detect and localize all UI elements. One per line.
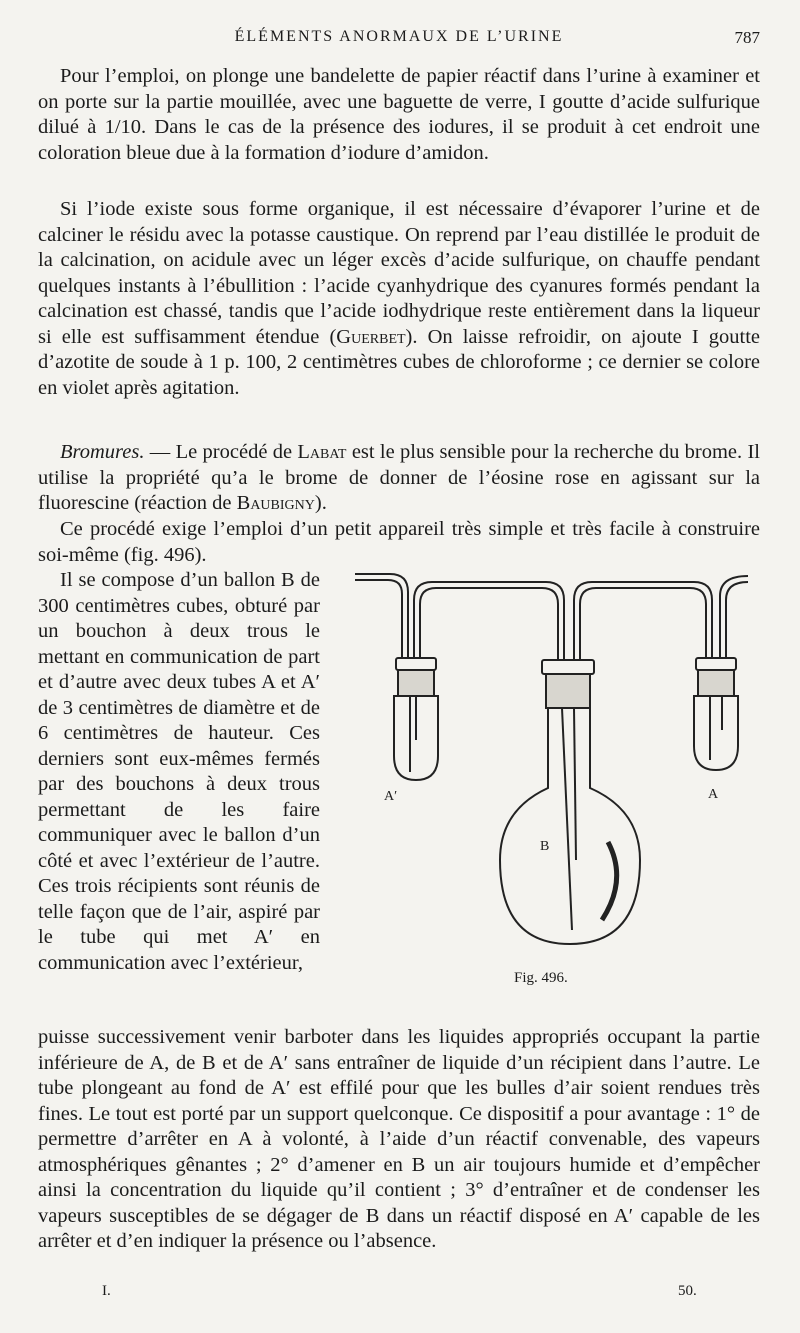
paragraph-text: Il se compose d’un ballon B de 300 centimètres cubes, obturé par un bouchon à deux trous le mettant en communication de part et d’autre avec deux tubes A et A′ de 3 centimètres de diamètre et de 6 centimètres de hauteur. Ces derniers sont eux-mêmes fermés par des bouchons à deux trous permettant de les faire communiquer avec le ballon d’un côté et avec l’extérieur de l’autre. Ces trois récipients sont réunis de telle façon que de l’air, aspiré par le tube qui met A′ en communication avec l’extérieur,	[38, 569, 320, 974]
paragraph-text: — Le procédé de	[144, 441, 298, 463]
paragraph-apparatus-description	[38, 568, 320, 976]
page-number: 787	[734, 28, 760, 47]
section-heading: Bromures.	[60, 441, 145, 463]
paragraph-text: puisse successivement venir barboter dans les liquides appropriés occupant la partie inférieure de A, de B et de A′ sans entraîner de liquide d’un récipient dans l’autre. Le tube plongeant au fond de A′ est effilé pour que les bulles d’air soient rendues très fines. Le tout est porté par un support quelconque. Ce dispositif a pour avantage : 1° de permettre d’arrêter en A à volonté, à l’aide d’un réactif convenable, des vapeurs atmosphériques gênantes ; 2° d’amener en B un air toujours humide et d’empêcher ainsi la concentration du liquide qu’il contient ; 3° d’entraîner et de condenser les vapeurs susceptibles de se dégager de B dans un réactif disposé en A′ capable de les arrêter et d’en indiquer la présence ou l’absence.	[38, 1026, 760, 1252]
label-b: B	[540, 839, 550, 854]
running-header	[38, 28, 760, 52]
author-name: Labat	[297, 441, 347, 463]
apparatus-illustration	[350, 560, 760, 990]
author-name: Baubigny	[236, 492, 315, 514]
label-a: A	[708, 787, 719, 802]
paragraph-text: Si l’iode existe sous forme organique, il est nécessaire d’évaporer l’urine et de calciner le résidu avec la potasse caustique. On reprend par l’eau distillée le produit de la calcination, on acidule avec un léger excès d’acide sulfurique, on chauffe pendant quelques instants à l’ébullition : l’acide cyanhydrique des cyanures formés pendant la calcination est chassé, tandis que l’acide iodhydrique reste entièrement dans la liqueur si elle est suffisamment étendue (	[38, 198, 760, 348]
signature-mark: I.	[102, 1283, 111, 1299]
figure-caption: Fig. 496.	[514, 970, 568, 986]
paragraph-apparatus-use	[38, 1025, 760, 1255]
paragraph-text: ). On laisse refroidir, on ajoute I goutte d’azotite de soude à 1 p. 100, 2 centimètres cubes de chloroforme ; ce dernier se colore en violet après agitation.	[38, 325, 761, 399]
running-title: ÉLÉMENTS ANORMAUX DE L’URINE	[234, 28, 564, 45]
signature-number: 50.	[678, 1283, 697, 1299]
author-name: Guerbet	[336, 325, 406, 348]
paragraph-text: Pour l’emploi, on plonge une bandelette de papier réactif dans l’urine à examiner et on porte sur la partie mouillée, avec une baguette de verre, I goutte d’acide sulfurique dilué à 1/10. Dans le cas de la présence des iodures, il se produit à cet endroit une coloration bleue due à la formation d’iodure d’amidon.	[38, 65, 760, 164]
paragraph-bromides	[38, 440, 760, 517]
paragraph-text: est le plus sensible pour la recherche du brome. Il utilise la propriété qu’a le brome de donner de l’éosine rose en agissant sur la fluorescine (réaction de	[38, 441, 760, 514]
paragraph-text: ).	[314, 492, 327, 514]
apparatus-drawing	[350, 560, 760, 990]
paragraph-text: Ce procédé exige l’emploi d’un petit appareil très simple et très facile à construire soi-même (fig. 496).	[38, 518, 760, 566]
label-a-prime: A′	[384, 789, 398, 804]
paragraph-iodide-test	[38, 64, 760, 166]
paragraph-organic-iodine	[38, 197, 760, 401]
